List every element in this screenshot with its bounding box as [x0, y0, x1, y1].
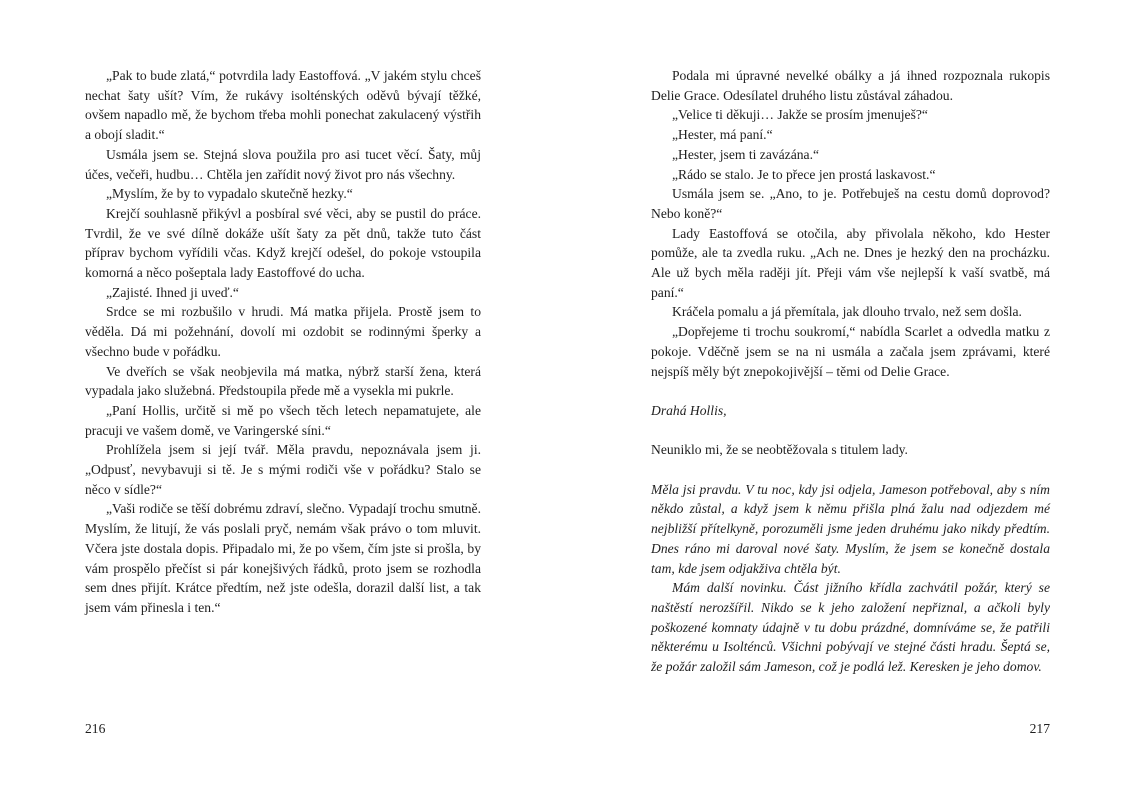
paragraph: Prohlížela jsem si její tvář. Měla pravdu, nepoznávala jsem ji. „Odpusť, nevybavuji si tě. Je s mými rodiči vše v pořádku? Stalo se něco v sídle?“: [85, 442, 481, 497]
paragraph: „Dopřejeme ti trochu soukromí,“ nabídla Scarlet a odvedla matku z pokoje. Vděčně jsem se na ni usmála a začala jsem zprávami, které nejspíš měly být znepokojivější – těmi od Delie Grace.: [651, 324, 1050, 379]
paragraph: „Rádo se stalo. Je to přece jen prostá laskavost.“: [672, 166, 936, 182]
page-number-left: 216: [85, 721, 106, 736]
page-left-text: [85, 66, 481, 618]
paragraph: Ve dveřích se však neobjevila má matka, nýbrž starší žena, která vypadala jako služebná. Předstoupila přede mě a vysekla mi pukrle.: [85, 363, 481, 399]
paragraph: „Myslím, že by to vypadalo skutečně hezky.“: [106, 186, 353, 202]
page-right-text: [651, 66, 1050, 677]
paragraph: Měla jsi pravdu. V tu noc, kdy jsi odjela, Jameson potřeboval, aby s ním někdo zůstal, a když jsem k němu přišla plná žalu nad odjezdem mé nejbližší přítelkyně, porozuměli jsme jeden druhému jako nikdy předtím. Dnes ráno mi daroval nové šaty. Myslím, že jsem se konečně dostala tam, kde jsem odjakživa chtěla být.: [651, 481, 1050, 576]
paragraph: „Velice ti děkuji… Jakže se prosím jmenuješ?“: [672, 107, 928, 123]
paragraph: Podala mi úpravné nevelké obálky a já ihned rozpoznala rukopis Delie Grace. Odesílatel druhého listu zůstával záhadou.: [651, 68, 1050, 103]
paragraph: „Hester, jsem ti zavázána.“: [672, 146, 820, 162]
paragraph: Usmála jsem se. Stejná slova použila pro asi tucet věcí. Šaty, můj účes, večeři, hudbu… Chtěla jen zařídit nový život pro nás všechny.: [85, 146, 481, 182]
paragraph: „Vaši rodiče se těší dobrému zdraví, slečno. Vypadají trochu smutně. Myslím, že litují, že vás poslali pryč, nemám však právo o tom mluvit. Včera jste dostala dopis. Připadalo mi, že po všem, čím jste si prošla, by vám prospělo přečíst si pár konejšivých řádků, proto jsem se rozhodla sem dnes přijít. Krátce předtím, než jste odešla, dorazil další list, a tak jsem vám přinesla i ten.“: [85, 501, 481, 615]
paragraph: Krejčí souhlasně přikývl a posbíral své věci, aby se pustil do práce. Tvrdil, že ve své dílně dokáže ušít šaty za pět dnů, takže tuto část příprav bychom vyřídili včas. Když krejčí odešel, do pokoje vstoupila komorná a něco pošeptala lady Eastoffové do ucha.: [85, 205, 481, 281]
paragraph: „Pak to bude zlatá,“ potvrdila lady Eastoffová. „V jakém stylu chceš nechat šaty ušít? Vím, že rukávy isolténských oděvů bývají těžké, ovšem napadlo mě, že bychom třeba mohli ponechat zakulacený výstřih a obojí sladit.“: [85, 68, 481, 143]
paragraph: Drahá Hollis,: [651, 402, 727, 418]
paragraph: Kráčela pomalu a já přemítala, jak dlouho trvalo, než sem došla.: [672, 304, 1022, 320]
paragraph: „Paní Hollis, určitě si mě po všech těch letech nepamatujete, ale pracuji ve vašem domě, ve Varingerské síni.“: [85, 402, 481, 438]
paragraph: Srdce se mi rozbušilo v hrudi. Má matka přijela. Prostě jsem to věděla. Dá mi požehnání, dovolí mi ozdobit se rodinnými šperky a všechno bude v pořádku.: [85, 304, 481, 359]
paragraph: Mám další novinku. Část jižního křídla zachvátil požár, který se naštěstí nerozšířil. Nikdo se k jeho založení nepřiznal, a ačkoli byly poškozené komnaty údajně v tu dobu prázdné, domníváme se, že patřili některému u Isolténců. Všichni pobývají ve stejné části hradu. Šeptá se, že požár založil sám Jameson, což je podlá lež. Keresken je jeho domov.: [651, 580, 1050, 675]
paragraph: Neuniklo mi, že se neobtěžovala s titulem lady.: [651, 442, 908, 458]
paragraph: „Zajisté. Ihned ji uveď.“: [106, 284, 239, 300]
paragraph: „Hester, má paní.“: [672, 127, 773, 143]
paragraph: Usmála jsem se. „Ano, to je. Potřebuješ na cestu domů doprovod? Nebo koně?“: [651, 186, 1050, 221]
page-number-right: 217: [1029, 721, 1050, 736]
paragraph: Lady Eastoffová se otočila, aby přivolala někoho, kdo Hester pomůže, ale ta zvedla ruku. „Ach ne. Dnes je hezký den na procházku. Ale už bych měla raději jít. Přeji vám vše nejlepší k vaší svatbě, má paní.“: [651, 225, 1050, 300]
